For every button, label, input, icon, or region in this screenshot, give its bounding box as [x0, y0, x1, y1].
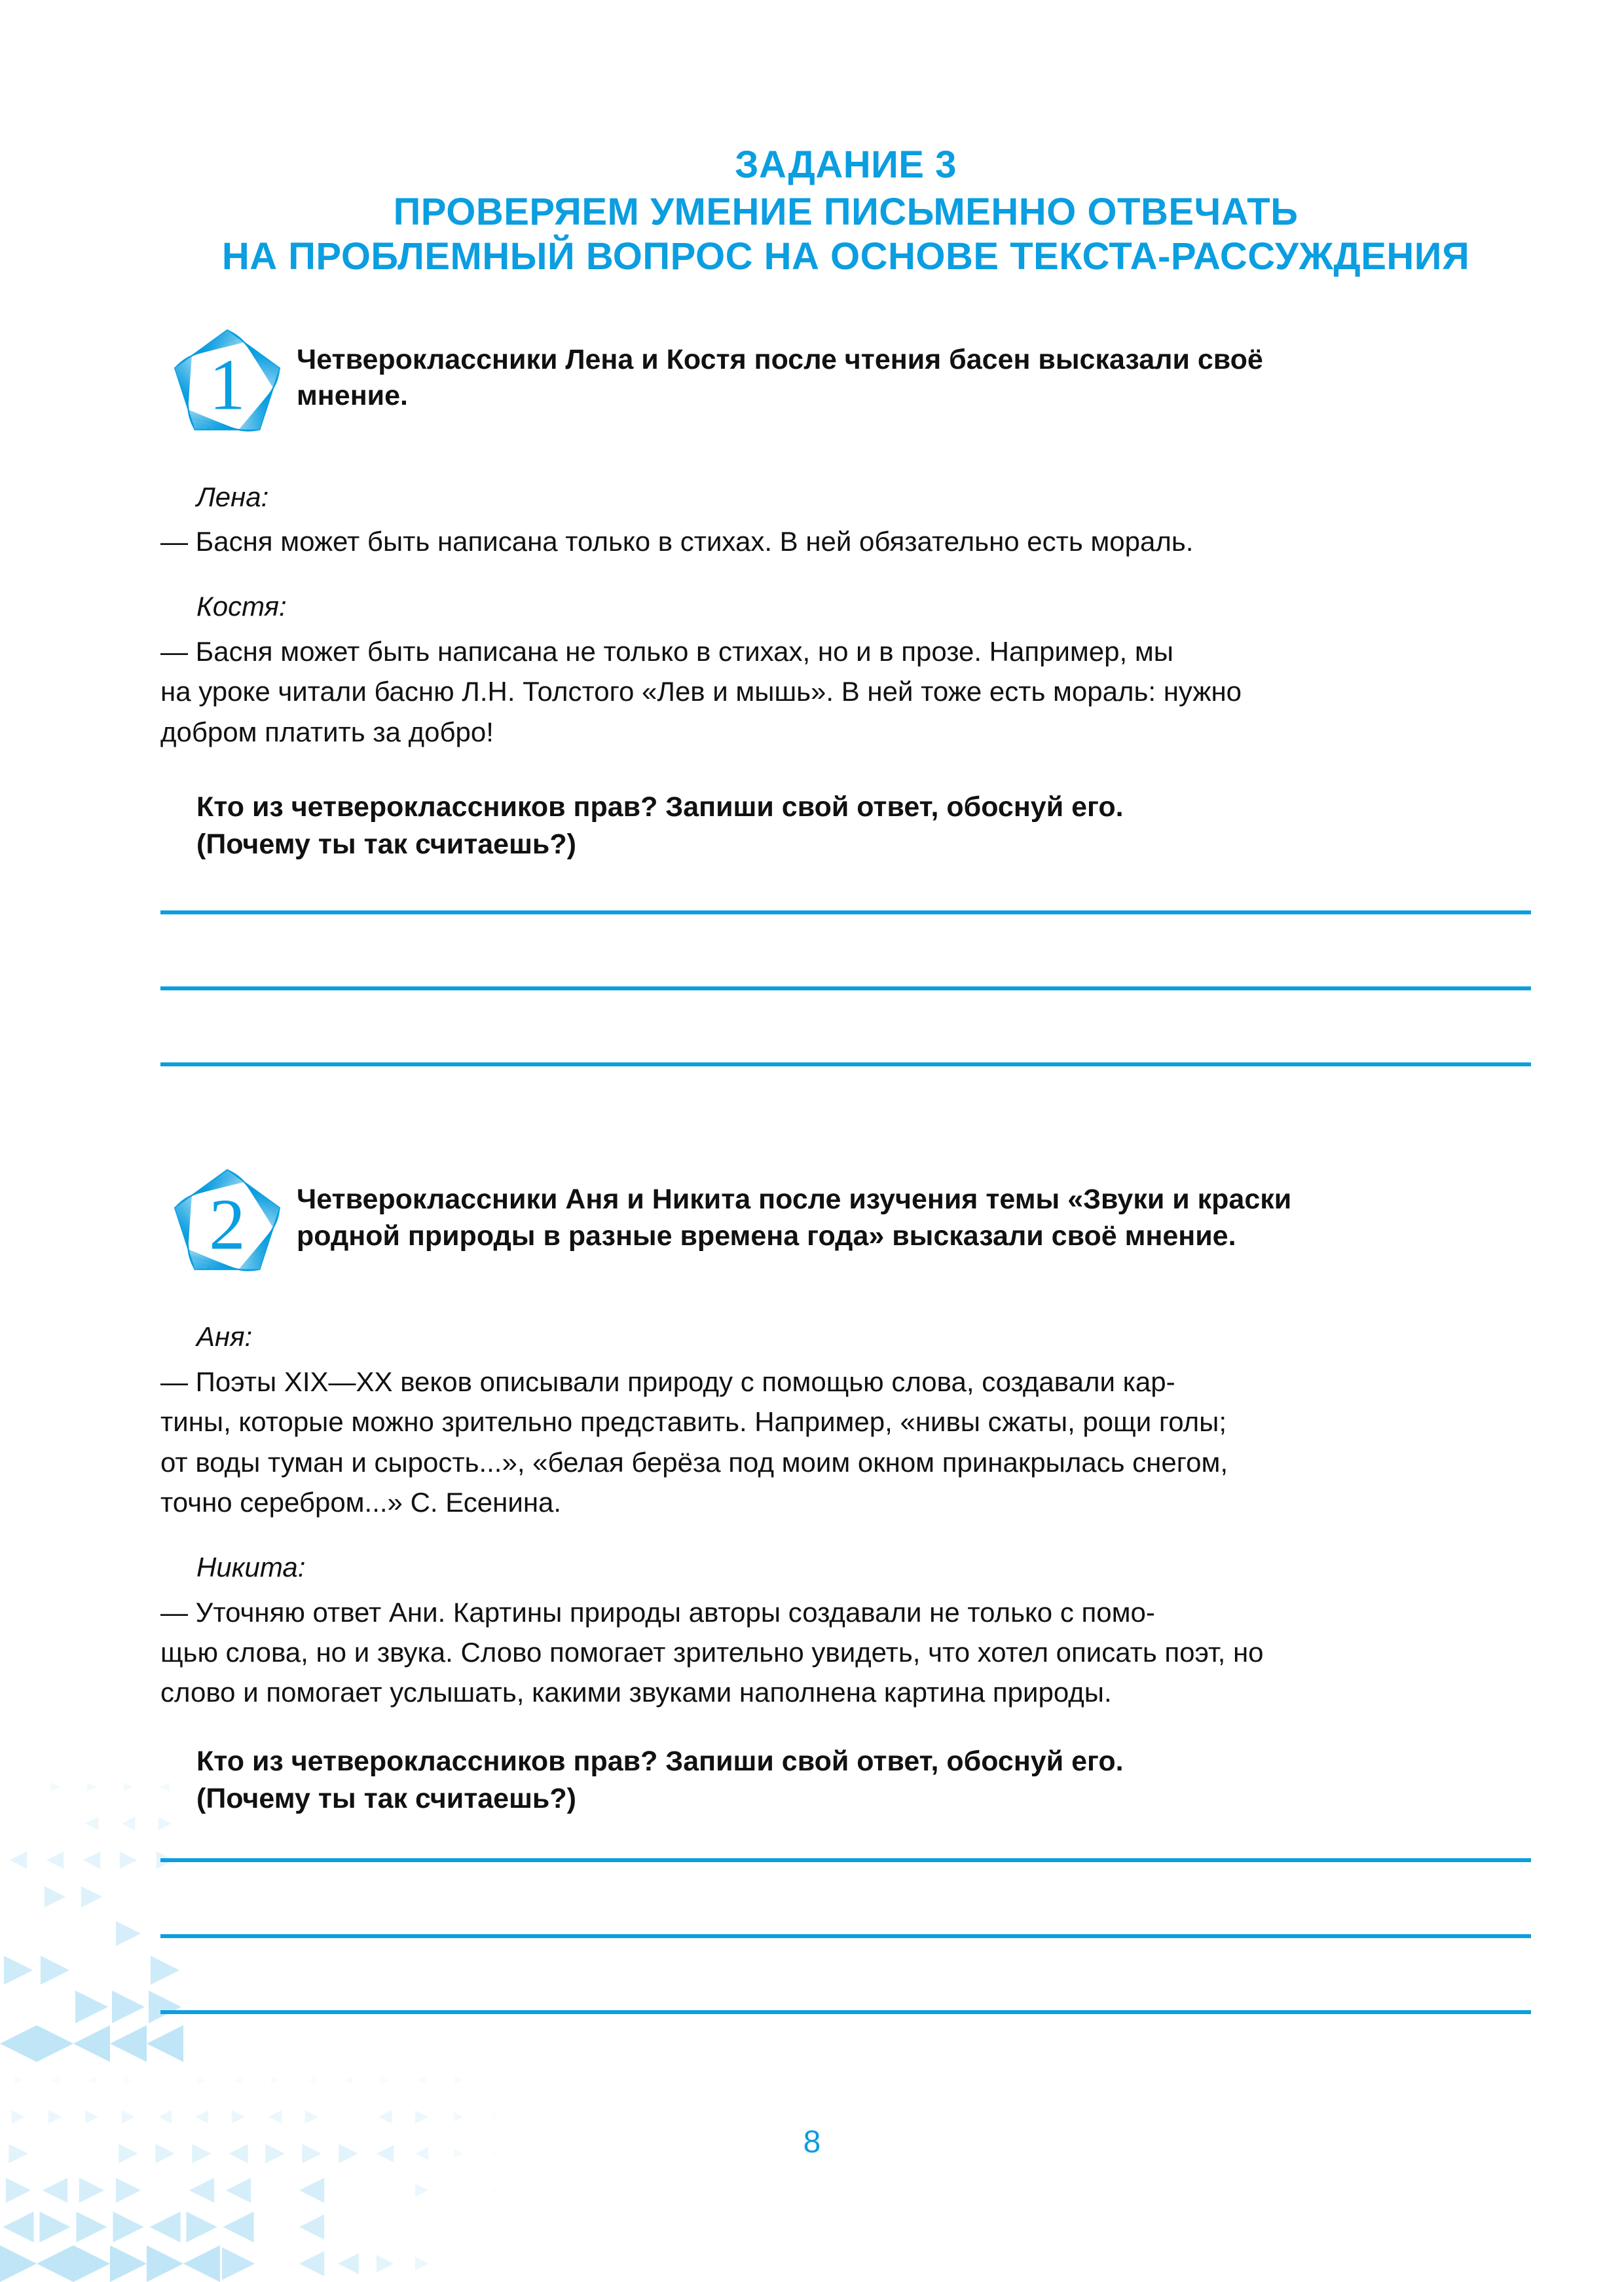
- page-content: [160, 0, 1531, 2014]
- task-2-answer-area[interactable]: [160, 1818, 1531, 2014]
- paragraph-line: — Басня может быть написана не только в стихах, но и в прозе. Например, мы: [160, 636, 1173, 667]
- answer-line[interactable]: [160, 2010, 1531, 2014]
- page-number: 8: [803, 2125, 821, 2160]
- paragraph-line: на уроке читали басню Л.Н. Толстого «Лев и мышь». В ней тоже есть мораль: нужно: [160, 676, 1242, 707]
- task-1-question-line-1: Кто из четвероклассников прав? Запиши свой ответ, обоснуй его.: [196, 791, 1124, 823]
- answer-line-gap: [160, 914, 1531, 986]
- paragraph-line: слово и помогает услышать, какими звуками наполнена картина природы.: [160, 1677, 1112, 1708]
- task-2-heading-line-1: Четвероклассники Аня и Никита после изучения темы «Звуки и краски: [297, 1184, 1292, 1216]
- task-1-answer-area[interactable]: [160, 863, 1531, 1066]
- task-2-speaker-2-name: Никита:: [196, 1552, 306, 1583]
- task-1: [160, 326, 1531, 1067]
- title-line-3: НА ПРОБЛЕМНЫЙ ВОПРОС НА ОСНОВЕ ТЕКСТА-РАССУЖДЕНИЯ: [221, 234, 1470, 278]
- task-1-badge-number: 1: [209, 345, 246, 426]
- task-2-number-badge: [164, 1162, 290, 1288]
- task-1-heading-line-1: Четвероклассники Лена и Костя после чтения басен высказали своё: [297, 343, 1263, 375]
- task-1-heading-line-2: мнение.: [297, 380, 408, 412]
- task-2-heading: [297, 1166, 1531, 1255]
- task-2-speaker-1-text: [160, 1362, 1531, 1522]
- task-2-speaker-1-name: Аня:: [196, 1321, 253, 1353]
- task-1-header: [160, 326, 1531, 451]
- task-2-speaker-2-text: [160, 1592, 1531, 1713]
- paragraph-line: — Басня может быть написана только в стихах. В ней обязательно есть мораль.: [160, 526, 1194, 557]
- task-2-question: [160, 1743, 1531, 1818]
- title-line-2: ПРОВЕРЯЕМ УМЕНИЕ ПИСЬМЕННО ОТВЕЧАТЬ: [393, 190, 1299, 233]
- answer-line-gap: [160, 1938, 1531, 2010]
- paragraph-line: от воды туман и сырость...», «белая берёза под моим окном принакрылась снегом,: [160, 1446, 1228, 1478]
- title-line-1: ЗАДАНИЕ 3: [735, 143, 957, 186]
- paragraph-line: добром платить за добро!: [160, 716, 494, 747]
- task-2-heading-line-2: родной природы в разные времена года» высказали своё мнение.: [297, 1220, 1236, 1252]
- task-1-speaker-1-name: Лена:: [196, 481, 269, 512]
- task-1-question: [160, 789, 1531, 863]
- answer-line[interactable]: [160, 1062, 1531, 1066]
- paragraph-line: — Уточняю ответ Ани. Картины природы авторы создавали не только с помо-: [160, 1596, 1155, 1628]
- answer-line-gap: [160, 1862, 1531, 1934]
- task-2-header: [160, 1166, 1531, 1290]
- task-1-question-line-2: (Почему ты так считаешь?): [196, 829, 576, 861]
- task-1-number-badge: [164, 322, 290, 448]
- task-1-heading: [297, 326, 1531, 415]
- answer-line-gap: [160, 990, 1531, 1062]
- task-1-speaker-1-text: [160, 521, 1531, 561]
- paragraph-line: точно серебром...» С. Есенина.: [160, 1486, 562, 1518]
- task-2: [160, 1166, 1531, 2014]
- paragraph-line: щью слова, но и звука. Слово помогает зрительно увидеть, что хотел описать поэт, но: [160, 1637, 1264, 1668]
- task-2-question-line-1: Кто из четвероклассников прав? Запиши свой ответ, обоснуй его.: [196, 1745, 1124, 1777]
- page-title: [160, 0, 1531, 279]
- task-2-question-line-2: (Почему ты так считаешь?): [196, 1782, 576, 1814]
- paragraph-line: тины, которые можно зрительно представить. Например, «нивы сжаты, рощи голы;: [160, 1406, 1227, 1438]
- paragraph-line: — Поэты XIX—XX веков описывали природу с помощью слова, создавали кар-: [160, 1366, 1175, 1397]
- task-1-speaker-2-name: Костя:: [196, 591, 287, 622]
- task-1-speaker-2-text: [160, 631, 1531, 752]
- task-2-badge-number: 2: [209, 1184, 246, 1265]
